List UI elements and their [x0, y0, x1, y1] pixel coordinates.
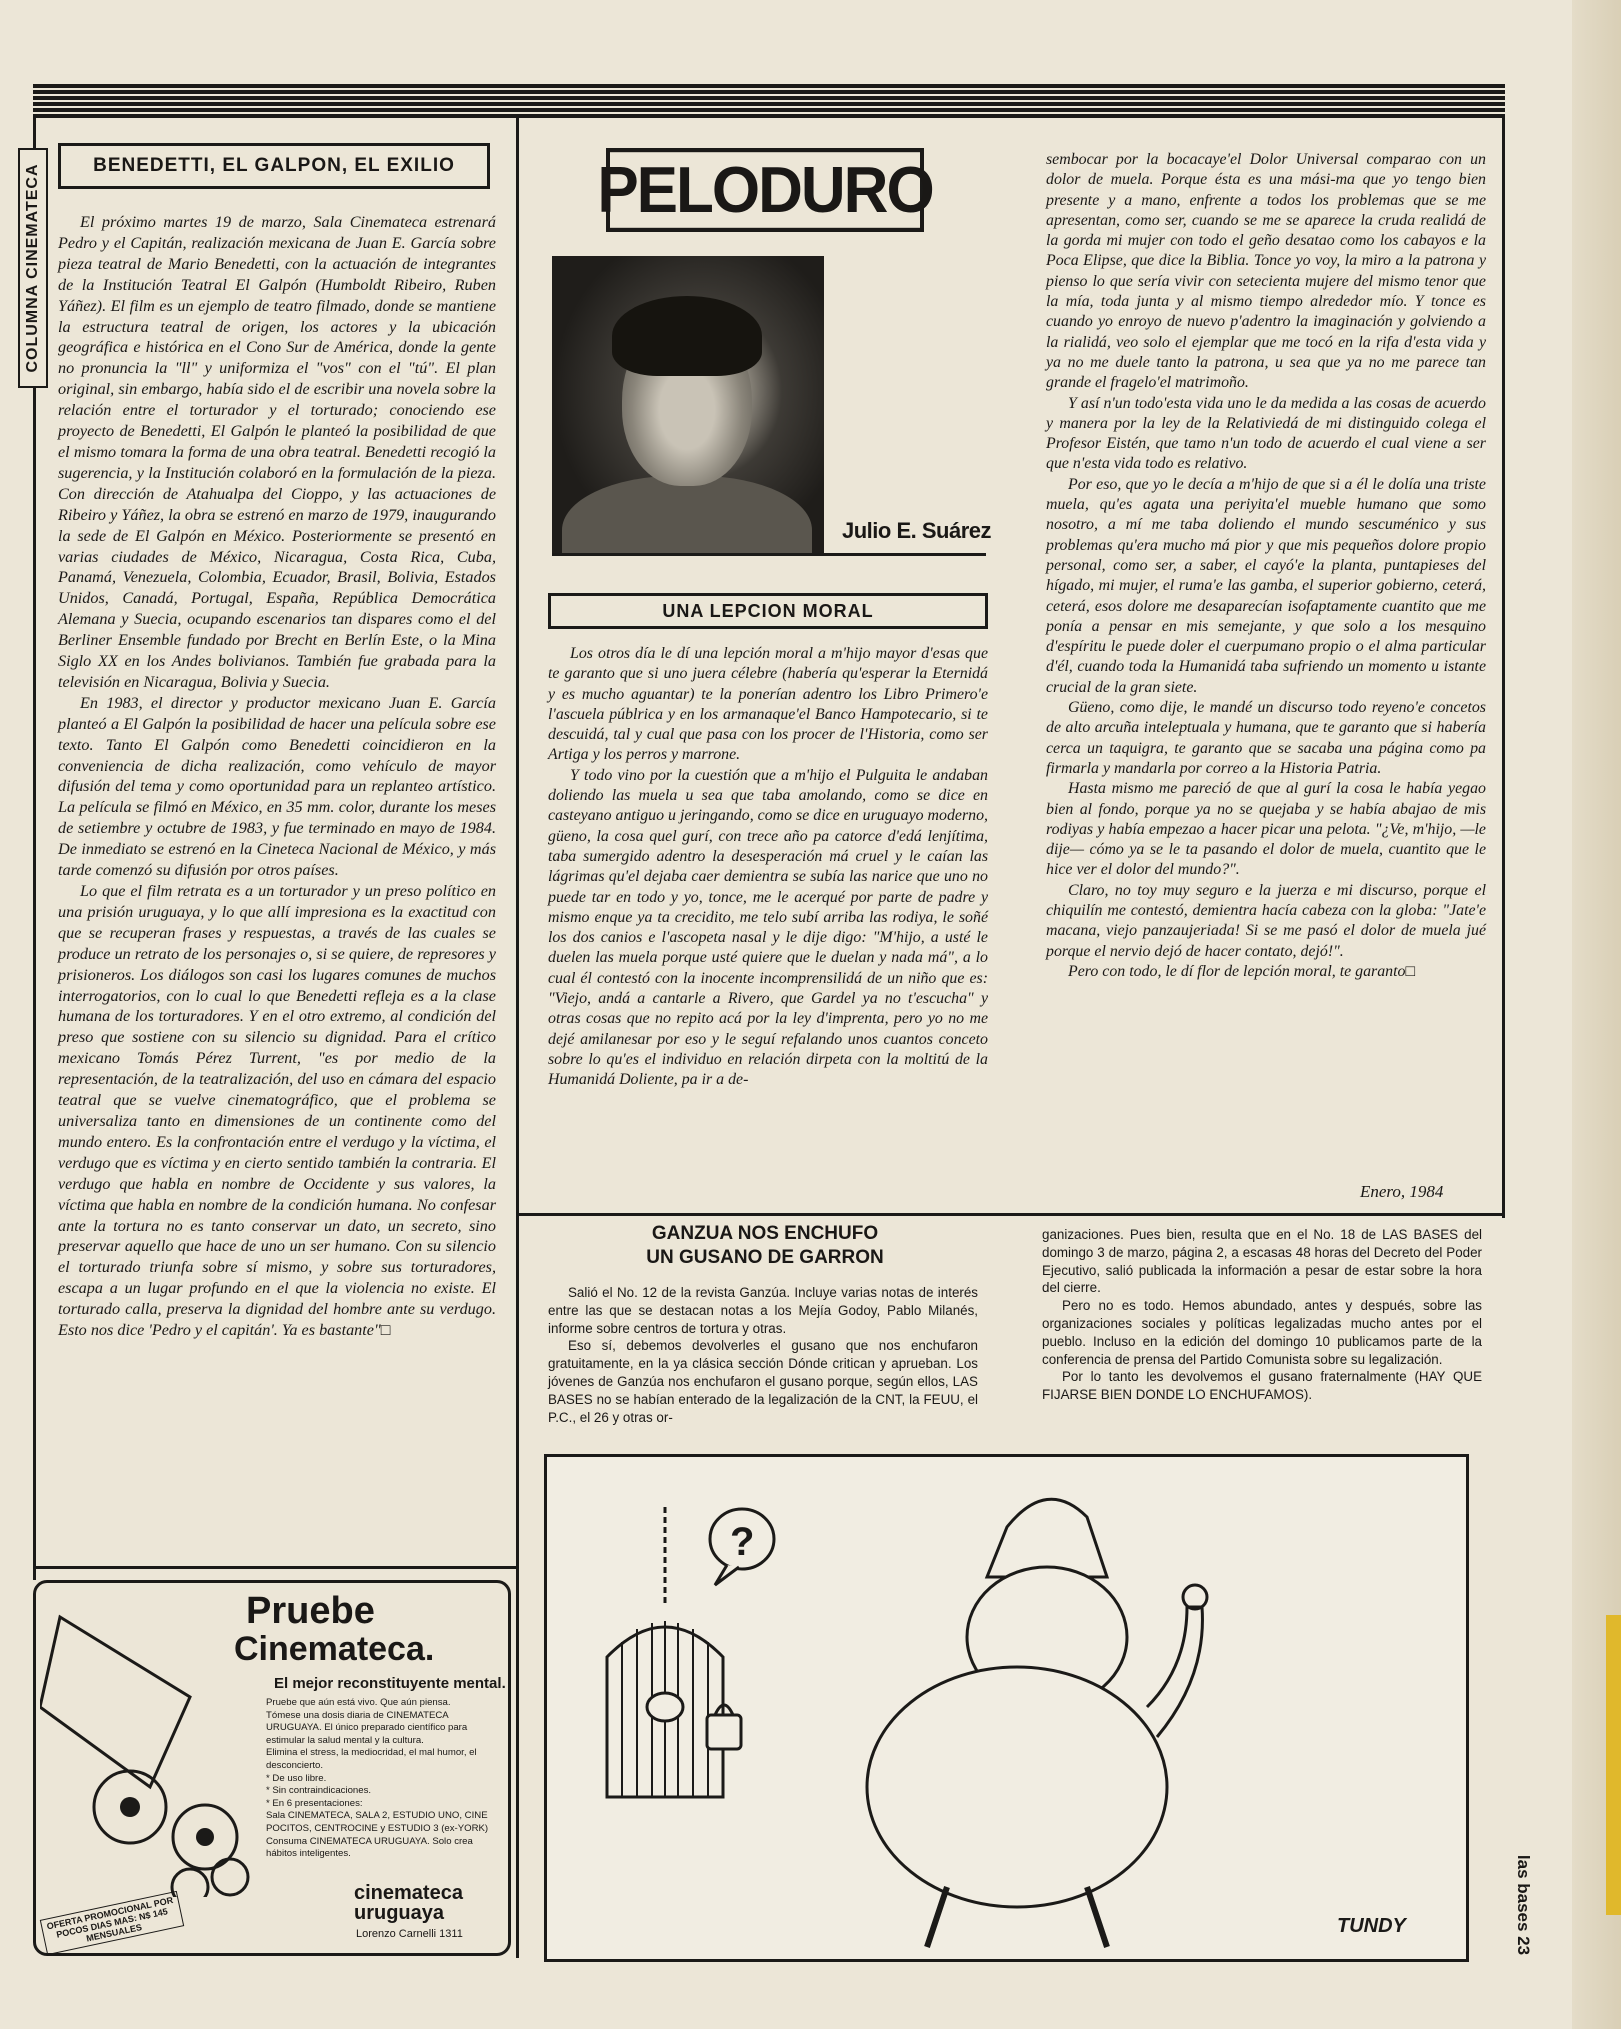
ad-line: * En 6 presentaciones: [266, 1797, 363, 1809]
ganzua-title-line: UN GUSANO DE GARRON [646, 1247, 884, 1268]
ad-brand-line: cinemateca [354, 1882, 463, 1904]
ad-body [266, 1697, 506, 1861]
paragraph: ganizaciones. Pues bien, resulta que en el No. 18 de LAS BASES del domingo 3 de marzo, página 2, a escasas 48 horas del Decreto del Poder Ejecutivo, salió publicada la información a pesar de estar sobre la hora del cierre. [1042, 1227, 1482, 1296]
general-arm [1147, 1607, 1202, 1737]
side-label-text: COLUMNA CINEMATECA [24, 163, 41, 373]
paragraph: Salió el No. 12 de la revista Ganzúa. Incluye varias notas de interés entre las que se destacan notas a los Mejía Godoy, Pablo Milanés, informe sobre centros de tortura y otras. [548, 1285, 978, 1336]
paragraph: Hasta mismo me pareció de que al gurí la cosa le había yegao bien al fondo, porque ya no se quejaba y se había abajao de mis rodiyas y había empezao a hacer picar una pelota. "¿Ve, m'hijo, —le dije— cómo ya se le ta pasando el dolor de muela, cuantito que le hice ver el dolor del mundo?". [1046, 780, 1486, 879]
paragraph: Claro, no toy muy seguro e la juerza e mi discurso, porque el chiquilín me contestó, demientra hacía cabeza con la globa: "Jate'e macana, viejo panzaujeriada! Si se me pasó el dolor de muela jué porque el nervio dejó de hacer contato, dejó!". [1046, 881, 1486, 960]
editorial-cartoon [544, 1454, 1469, 1962]
paragraph: Y todo vino por la cuestión que a m'hijo el Pulguita le andaban doliendo las muela u sea que taba amolando, como se dice en casteyano antiguo u jeringando, como se dice en uruguayo moderno, güeno, la cosa quel gurí, con trece año pa catorce d'edá lenjítima, taba sumergido adentro la desesperación má cruel y le caían las lágrimas qu'el dejaba caer demientra se subía las narice que uno no puede tar en todo y yo, tonce, me le acerqué por parte de padre y mismo enque ya ta crecidito, me telo subí arriba las rodiya, le soñé los dos canios e l'ascopeta nasal y le dije digo: "M'hijo, a usté le duelen las muela porque usté quiere que le duelan y nada má", a lo cual él contestó con la inocente incomprensilidá de un niño que es: "Viejo, andá a cantarle a Rivero, que Gardel ya no t'escucha" y otras cosas que no repito acá por la ley d'imprenta, pero yo no me dejé amilanesar por eso y le seguí refalando unos cuantos conceto sobre lo qu'es el individuo en relación dirpeta con la moltitú de la Humanidá Doliente, pa ir a de- [548, 766, 989, 1089]
ganzua-column-2 [1042, 1226, 1482, 1440]
paragraph: Y así n'un todo'esta vida uno le da medida a las cosas de acuerdo y manera por la ley de la Relativiedá de mi distinguido colega el Profesor Eistén, que tamo n'un todo de acuerdo el cual viene a ser que n'esta vida todo es relativo. [1046, 394, 1486, 473]
speech-mark: ? [730, 1520, 755, 1564]
ad-line: * Sin contraindicaciones. [266, 1785, 372, 1797]
ad-line: Elimina el stress, la mediocridad, el mal humor, el desconcierto. [266, 1747, 477, 1771]
left-bottom-rule [33, 1566, 516, 1569]
medicine-bottle [40, 1617, 190, 1787]
cartoonist-signature: TUNDY [1337, 1915, 1406, 1937]
paragraph: Pero no es todo. Hemos abundado, antes y después, sobre las organizaciones sociales y políticas legalizadas mucho antes por el pueblo. Incluso en la edición del domingo 10 publicamos parte de la conferencia de prensa del Partido Comunista sobre su legalización. [1042, 1298, 1482, 1367]
paragraph: Eso sí, debemos devolverles el gusano que nos enchufaron gratuitamente, en la ya clásica sección Dónde critican y aprueban. Los jóvenes de Ganzúa nos enchufaron el gusano porque, según ellos, LAS BASES no se habían enterado de la legalización de la CNT, la FEUU, el P.C., el 26 y otras or- [548, 1338, 978, 1425]
paragraph: El próximo martes 19 de marzo, Sala Cinemateca estrenará Pedro y el Capitán, realización mexicana de Juan E. García sobre pieza teatral de Mario Benedetti, con la actuación de integrantes de la Institución Teatral El Galpón (Humboldt Ribeiro, Ruben Yáñez). El film es un ejemplo de teatro filmado, donde se mantiene la estructura teatral de origen, los actores y la ubicación geográfica e histórica en el Cono Sur de América, donde la gente no pronuncia la "ll" y uniformiza el "vos" con el "tú". El plan original, sin embargo, había sido el de escribir una novela sobre la relación entre el torturador y el torturado; conociendo ese proyecto de Benedetti, El Galpón le planteó la posibilidad de que el mismo tomara la forma de una obra teatral. Benedetti recogió la sugerencia, y la Institución colaboró en la formulación de la pieza. Con dirección de Atahualpa del Cioppo, y las actuaciones de Ribeiro y Yáñez, la obra se estrenó en marzo de 1979, inaugurando la sede de El Galpón en México. Posteriormente se presentó en varias ciudades de México, Nicaragua, Costa Rica, Cuba, Panamá, Venezuela, Colombia, Ecuador, Brasil, Bolivia, Estados Unidos, Canadá, Portugal, España, República Democrática Alemana y Suecia, ocupando escenarios tan dispares como el del Berliner Ensemble fundado por Brecht en Berlín Este, o la Mina Siglo XX en los Andes bolivianos. También fue grabada para la televisión en Nicaragua, Bolivia y Suecia. [58, 213, 496, 691]
ad-line: Consuma CINEMATECA URUGUAYA. Solo crea hábitos inteligentes. [266, 1835, 473, 1860]
ad-headline: Pruebe [246, 1590, 375, 1632]
peloduro-column-2 [1046, 150, 1486, 1185]
peloduro-logo [597, 148, 933, 232]
paragraph: Lo que el film retrata es a un torturador y un preso político en una prisión uruguaya, y lo que allí impresiona es la exactitud con que se recuperan frases y respuestas, a través de las cuales se produce un retrato de los personajes o, si se quiere, de represores y prisioneros. Los diálogos son casi los lugares comunes de muchos interrogatorios, con lo cual lo que Benedetti refleja es a la clase humana de los torturadores. Y en el otro extremo, al condición del preso que sostiene con su silencio su dignidad. Para el crítico mexicano Tomás Pérez Turrent, "es por medio de la representación, de la teatralización, del uso en cámara del espacio teatral que se vuelve cinematográfico, que el problema se universaliza tanto en dimensiones de un continente como del mundo entero. Es la confrontación entre el verdugo y la víctima, el verdugo que es víctima y en cierto sentido también la contraria. El verdugo que habla en nombre de Occidente y sus valores, la víctima que habla en nombre de la condición humana. No confesar ante la tortura no es tanto conservar un dato, un secreto, sino preservar aquello que hace de uno un ser humano. Con su silencio el torturado triunfa sobre sí mismo, y sobre sus torturadores, escapa a un lugar profundo en el que la violencia no existe. El torturado calla, preserva la dignidad del hombre ante su verdugo. Esto nos dice 'Pedro y el capitán'. Ya es bastante"□ [58, 882, 496, 1340]
portrait-coat [562, 476, 812, 556]
top-rule [33, 84, 1505, 118]
ad-tagline: El mejor reconstituyente mental. [274, 1675, 506, 1692]
ganzua-title [540, 1222, 990, 1270]
paragraph: En 1983, el director y productor mexicano Juan E. García planteó a El Galpón la posibilidad de hacer una película sobre ese texto. Tanto El Galpón como Benedetti coincidieron en la conveniencia de dicha realización, como vehículo de mayor difusión del tema y como oportunidad para un replanteo artístico. La película se filmó en México, en 35 mm. color, durante los meses de setiembre y octubre de 1983, y fue terminado en mayo de 1984. De inmediato se estrenó en la Cineteca Nacional de México, y más tarde comenzó su difusión por otros países. [58, 693, 496, 880]
ad-line: * De uso libre. [266, 1772, 327, 1784]
paragraph: sembocar por la bocacaye'el Dolor Universal comparao con un dolor de muela. Porque ésta es una mási-ma que yo tengo bien presente y a mano, enfrente a todos los problemas que se me apresentan, como ser, cuando se me se aparece la cruda realidá de la gorda mi mujer con todo el geño desatao como los cabayos e la Poca Elipse, que dice la Biblia. Tonce yo voy, la miro a la patrona y pienso lo que sería vivir con setecienta mujere del mismo tenor que la mía, toda junta y al mismo tiempo alrededor mío. Y tonce es cuando yo enroyo de nuevo p'adentro la imaginación y golviendo a la rialidá, veo solo el ejemplar que me tocó en la rifa d'esta vida y ya no me duele tanto la patrona, u sea que ya no me parece tan grande el fragelo'el matrimoño. [1046, 151, 1486, 392]
section-divider [519, 1213, 1505, 1216]
paragraph: Los otros día le dí una lepción moral a m'hijo mayor d'esas que te garanto que si uno juera célebre (habería qu'esperar la Eternidá y es mucho aguantar) te la ponerían adentro los Libro Primero'e l'ascuela públrica y en los armanaque'el Banco Hampotecario, si te descuidá, tal y cual que pasa con los procer de l'Historia, como ser Artiga y los perros y marrone. [548, 645, 988, 764]
ganzua-column-1 [548, 1284, 978, 1440]
key-icon [1183, 1585, 1207, 1609]
ganzua-title-line: GANZUA NOS ENCHUFO [651, 1223, 879, 1244]
speech-bubble-tail [715, 1565, 739, 1585]
ad-line: Sala CINEMATECA, SALA 2, ESTUDIO UNO, CINE POCITOS, CENTROCINE y ESTUDIO 3 (ex-YORK) [266, 1810, 489, 1834]
ad-brand-line: uruguaya [354, 1902, 445, 1924]
article-title: BENEDETTI, EL GALPON, EL EXILIO [93, 155, 455, 176]
subtitle: UNA LEPCION MORAL [662, 600, 874, 621]
article-title-box [58, 143, 490, 189]
ad-brand [354, 1883, 463, 1923]
page-number [1508, 1854, 1538, 1956]
cinemateca-ad [33, 1580, 511, 1956]
general-cap [987, 1499, 1107, 1577]
film-reel-icon [212, 1859, 248, 1895]
author-byline: Julio E. Suárez [842, 518, 991, 543]
logo-text: PELODURO [597, 153, 933, 227]
article-date: Enero, 1984 [1360, 1182, 1444, 1201]
ad-line: Tómese una dosis diaria de CINEMATECA URUGUAYA. El único preparado científico para estimular la salud mental y la cultura. [266, 1709, 468, 1746]
paragraph: Por lo tanto les devolvemos el gusano fraternalmente (HAY QUE FIJARSE BIEN DONDE LO ENCHUFAMOS). [1042, 1369, 1482, 1403]
general-belly [867, 1667, 1167, 1907]
ad-headline: Cinemateca. [234, 1630, 435, 1668]
peloduro-column-1 [548, 644, 988, 1184]
cartoon-drawing [547, 1457, 1466, 1959]
subtitle-box [548, 593, 988, 629]
ad-line: Pruebe que aún está vivo. Que aún piensa. [266, 1697, 451, 1708]
author-portrait [552, 256, 824, 556]
byline-rule [552, 553, 986, 556]
film-reel-icon [172, 1869, 208, 1897]
ad-address: Lorenzo Carnelli 1311 [356, 1928, 463, 1940]
page-number-text: las bases 23 [1514, 1854, 1533, 1956]
caged-bird [647, 1693, 683, 1721]
padlock [707, 1715, 741, 1749]
paragraph: Por eso, que yo le decía a m'hijo de que si a él le dolía una triste muela, qu'es agata una periyita'el mueble humano que somo nosotro, a mí me taba doliendo el mundo sescuménico y sus problemas qu'era mucho má pior y que mis pequeños dolore propio personal, como ser, a saber, el cayó'e la planta, puntapieses del hígado, mi mujer, el ruma'e las gamba, el superior gobierno, ceterá, ceterá, esos dolore me desaparecían isofaptamente cuantito que me ponía a pensar en mis semejante, y que solo a los mesquino d'espíritu le puede doler el cuerpumano propio o el alma particular d'él, cuando toda la Humanidá taba sufriendo un momento u istante crucial de la gran siete. [1046, 475, 1486, 696]
section-side-label [18, 148, 48, 388]
column-divider [516, 118, 519, 1958]
film-reel-drawing [40, 1587, 260, 1897]
article-body [58, 212, 496, 1557]
portrait-hair [612, 296, 762, 376]
yellow-tab [1606, 1615, 1621, 1915]
right-border [1502, 118, 1505, 1218]
paragraph: Güeno, como dije, le mandé un discurso todo reyeno'e concetos de alto arcuña inteleptuala y humana, que te garanto que si habería cerca un taquigra, te garanto que se sacaba una página como pa firmarla y mandarla por correo a la Historia Patria. [1046, 699, 1486, 777]
ad-promo-stamp: OFERTA PROMOCIONAL POR POCOS DIAS MAS: N$ 145 MENSUALES [40, 1891, 184, 1955]
paragraph: Pero con todo, le dí flor de lepción moral, te garanto□ [1068, 962, 1416, 980]
